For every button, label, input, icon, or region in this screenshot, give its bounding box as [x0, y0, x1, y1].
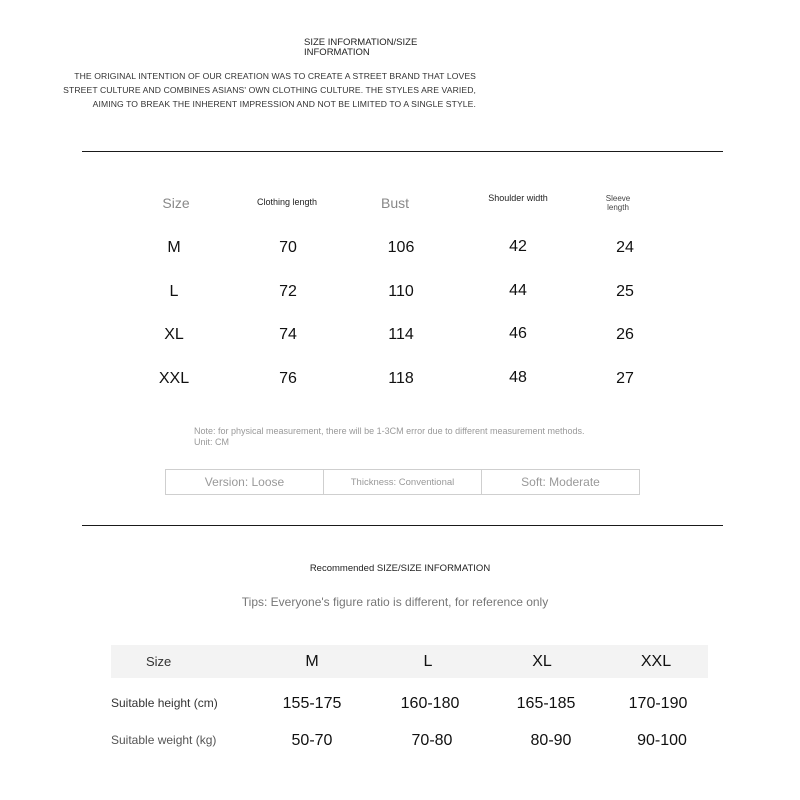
middle-divider	[82, 525, 723, 526]
fabric-attributes	[165, 469, 640, 495]
table-cell: 26	[616, 326, 634, 343]
table-cell: 46	[509, 325, 527, 342]
table-cell: 114	[388, 326, 414, 343]
height-value: 170-190	[628, 695, 688, 712]
table-cell: 24	[616, 239, 634, 256]
recommended-title: Recommended SIZE/SIZE INFORMATION	[309, 563, 491, 574]
top-divider	[82, 151, 723, 152]
recommended-size-m: M	[305, 653, 319, 670]
table-cell: XXL	[158, 370, 190, 387]
recommended-header-size: Size	[146, 654, 172, 669]
table-cell: 74	[279, 326, 297, 343]
header-clothing-length: Clothing length	[256, 197, 318, 207]
table-cell: 44	[509, 282, 527, 299]
measurement-note: Note: for physical measurement, there will be 1-3CM error due to different measurement methods. Unit: CM	[194, 426, 585, 447]
table-cell: 42	[509, 238, 527, 255]
header-shoulder-width: Shoulder width	[488, 193, 548, 203]
table-cell: 72	[279, 283, 297, 300]
reference-tips: Tips: Everyone's figure ratio is different, for reference only	[241, 595, 549, 609]
table-cell: XL	[164, 326, 184, 343]
attribute-version: Version: Loose	[166, 470, 324, 494]
recommended-size-xl: XL	[532, 653, 552, 670]
attribute-thickness: Thickness: Conventional	[324, 470, 482, 494]
height-row-label: Suitable height (cm)	[111, 696, 218, 710]
table-cell: 70	[279, 239, 297, 256]
table-cell: M	[167, 239, 181, 256]
table-cell: 48	[509, 369, 527, 386]
recommended-size-l: L	[423, 653, 433, 670]
attribute-softness: Soft: Moderate	[521, 475, 600, 489]
header-size: Size	[162, 195, 190, 211]
height-value: 160-180	[400, 695, 460, 712]
table-cell: 27	[616, 370, 634, 387]
table-cell: 110	[388, 283, 414, 300]
weight-value: 80-90	[530, 732, 572, 749]
table-cell: 118	[388, 370, 414, 387]
table-cell: 76	[279, 370, 297, 387]
header-sleeve-length: Sleeve length	[605, 194, 631, 212]
table-cell: L	[169, 283, 179, 300]
brand-intro: THE ORIGINAL INTENTION OF OUR CREATION WAS TO CREATE A STREET BRAND THAT LOVES STREET CULTURE AND COMBINES ASIANS' OWN CLOTHING CULTURE. THE STYLES ARE VARIED, AIMING TO BREAK THE INHERENT IMPRESSION AND NOT BE LIMITED TO A SINGLE STYLE.	[63, 71, 476, 109]
table-cell: 106	[387, 239, 415, 256]
height-value: 165-185	[516, 695, 576, 712]
height-value: 155-175	[282, 695, 342, 712]
weight-value: 70-80	[411, 732, 453, 749]
page-title: SIZE INFORMATION/SIZE INFORMATION	[304, 37, 418, 58]
weight-row-label: Suitable weight (kg)	[111, 733, 217, 747]
table-cell: 25	[616, 283, 634, 300]
weight-value: 50-70	[291, 732, 333, 749]
recommended-size-xxl: XXL	[640, 653, 672, 670]
header-bust: Bust	[380, 195, 409, 211]
weight-value: 90-100	[637, 732, 687, 749]
